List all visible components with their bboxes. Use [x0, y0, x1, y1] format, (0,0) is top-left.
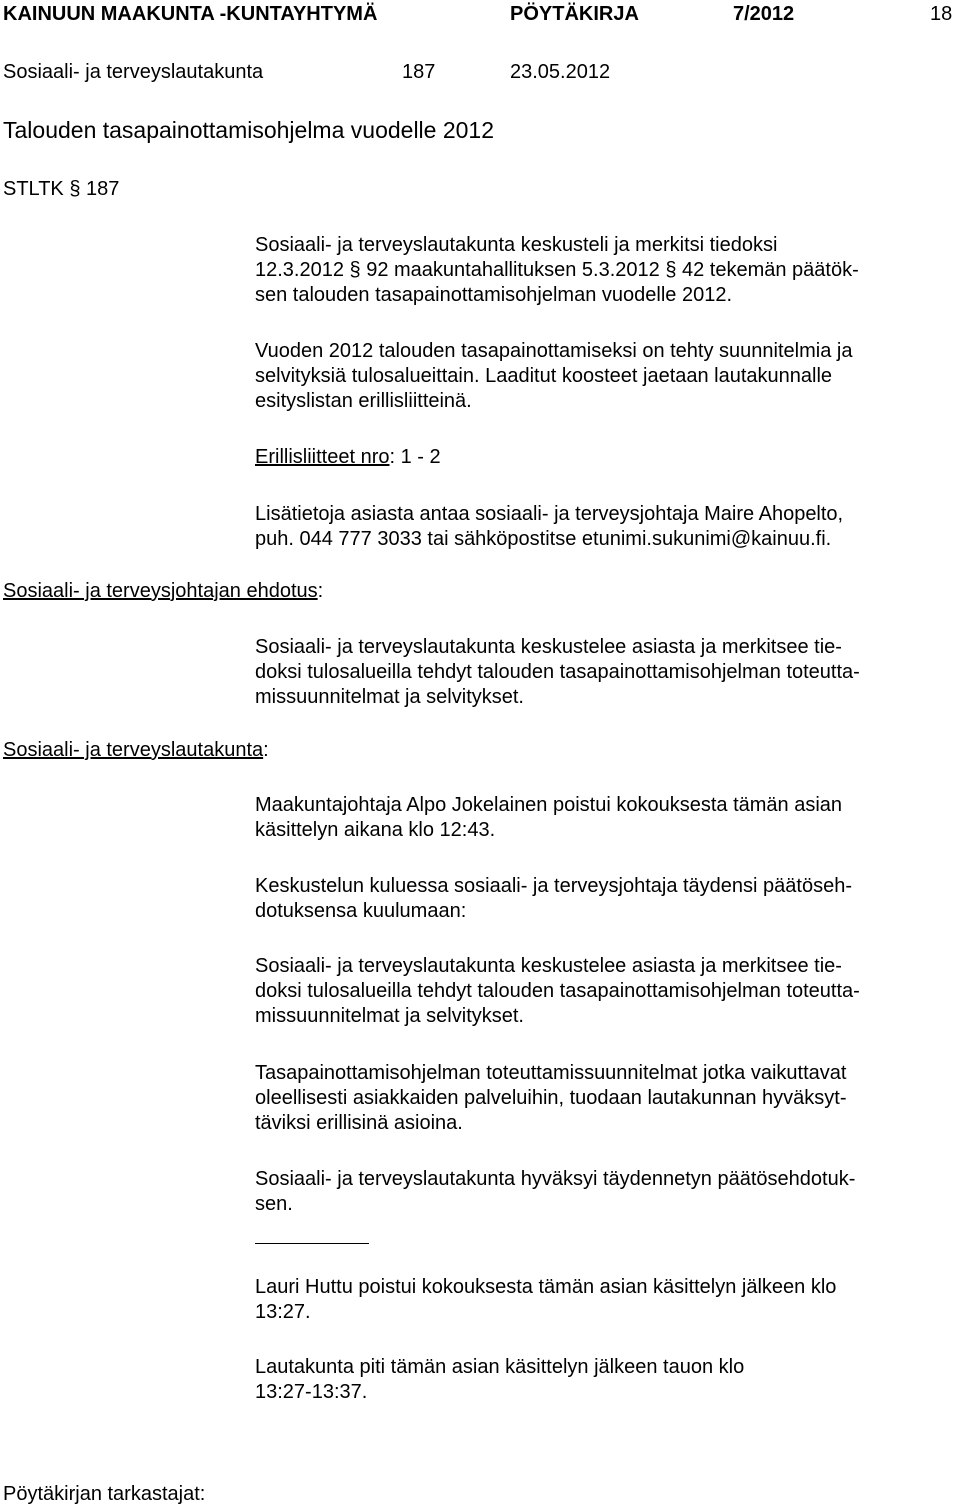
proposal-label — [3, 580, 323, 603]
contact-line: Lisätietoja asiasta antaa sosiaali- ja terveysjohtaja Maire Ahopelto, — [255, 503, 844, 525]
section-reference — [3, 178, 119, 201]
decision-line: missuunnitelmat ja selvitykset. — [255, 1005, 524, 1027]
intro-paragraph — [255, 233, 859, 308]
intro-line: sen talouden tasapainottamisohjelman vuodelle 2012. — [255, 284, 733, 306]
decision-paragraph-6 — [255, 1275, 836, 1325]
plans-paragraph — [255, 339, 852, 414]
decision-paragraph-3 — [255, 954, 860, 1029]
minutes-checkers-label: Pöytäkirjan tarkastajat: — [3, 1483, 206, 1505]
decision-line: doksi tulosalueilla tehdyt talouden tasapainottamisohjelman toteutta- — [255, 980, 860, 1002]
separator-rule — [255, 1243, 369, 1244]
section-label: STLTK — [3, 178, 64, 200]
proposal-paragraph — [255, 635, 860, 710]
header-organization: KAINUUN MAAKUNTA -KUNTAYHTYMÄ — [3, 3, 378, 25]
attachments-value: : 1 - 2 — [389, 446, 441, 468]
plans-line: selvityksiä tulosalueittain. Laaditut koosteet jaetaan lautakunnalle — [255, 365, 833, 387]
decision-line: Lauri Huttu poistui kokouksesta tämän asian käsittelyn jälkeen klo — [255, 1276, 837, 1298]
decision-paragraph-7 — [255, 1355, 744, 1405]
decision-line: Tasapainottamisohjelman toteuttamissuunnitelmat jotka vaikuttavat — [255, 1062, 847, 1084]
decision-line: Maakuntajohtaja Alpo Jokelainen poistui kokouksesta tämän asian — [255, 794, 843, 816]
decision-label-colon: : — [263, 739, 269, 761]
attachments-line — [255, 445, 441, 470]
decision-line: Keskustelun kuluessa sosiaali- ja terveysjohtaja täydensi päätöseh- — [255, 875, 853, 897]
proposal-line: missuunnitelmat ja selvitykset. — [255, 686, 524, 708]
plans-line: esityslistan erillisliitteinä. — [255, 390, 472, 412]
decision-paragraph-2 — [255, 874, 852, 924]
section-number: 187 — [86, 178, 120, 200]
header-committee: Sosiaali- ja terveyslautakunta — [3, 61, 264, 83]
decision-line: täviksi erillisinä asioina. — [255, 1112, 463, 1134]
decision-line: Sosiaali- ja terveyslautakunta hyväksyi täydennetyn päätösehdotuk- — [255, 1168, 856, 1190]
decision-paragraph-5 — [255, 1167, 855, 1217]
header-page-number: 18 — [930, 3, 953, 25]
decision-line: Sosiaali- ja terveyslautakunta keskustelee asiasta ja merkitsee tie- — [255, 955, 842, 977]
contact-line: puh. 044 777 3033 tai sähköpostitse etunimi.sukunimi@kainuu.fi. — [255, 528, 832, 550]
contact-paragraph — [255, 502, 843, 552]
proposal-line: doksi tulosalueilla tehdyt talouden tasapainottamisohjelman toteutta- — [255, 661, 860, 683]
decision-paragraph-4 — [255, 1061, 846, 1136]
decision-line: dotuksensa kuulumaan: — [255, 900, 467, 922]
decision-line: Lautakunta piti tämän asian käsittelyn jälkeen tauon klo — [255, 1356, 745, 1378]
decision-line: 13:27-13:37. — [255, 1381, 368, 1403]
intro-line: Sosiaali- ja terveyslautakunta keskusteli ja merkitsi tiedoksi — [255, 234, 778, 256]
decision-line: 13:27. — [255, 1301, 311, 1323]
proposal-line: Sosiaali- ja terveyslautakunta keskustelee asiasta ja merkitsee tie- — [255, 636, 842, 658]
decision-paragraph-1 — [255, 793, 842, 843]
decision-line: käsittelyn aikana klo 12:43. — [255, 819, 496, 841]
proposal-label-colon: : — [317, 580, 324, 602]
header-section-number: 187 — [402, 61, 436, 83]
attachments-label: Erillisliitteet nro — [255, 446, 390, 468]
section-sign: § — [69, 178, 81, 200]
decision-label-text: Sosiaali- ja terveyslautakunta — [3, 739, 264, 761]
intro-line: 12.3.2012 § 92 maakuntahallituksen 5.3.2012 § 42 tekemän päätök- — [255, 259, 859, 281]
decision-label — [3, 739, 269, 762]
decision-line: sen. — [255, 1193, 293, 1215]
plans-line: Vuoden 2012 talouden tasapainottamiseksi on tehty suunnitelmia ja — [255, 340, 853, 362]
proposal-label-text: Sosiaali- ja terveysjohtajan ehdotus — [3, 580, 318, 602]
header-document-type: PÖYTÄKIRJA — [510, 3, 639, 25]
agenda-title: Talouden tasapainottamisohjelma vuodelle 2012 — [3, 117, 495, 143]
header-document-number: 7/2012 — [733, 3, 795, 25]
decision-line: oleellisesti asiakkaiden palveluihin, tuodaan lautakunnan hyväksyt- — [255, 1087, 847, 1109]
header-date: 23.05.2012 — [510, 61, 611, 83]
